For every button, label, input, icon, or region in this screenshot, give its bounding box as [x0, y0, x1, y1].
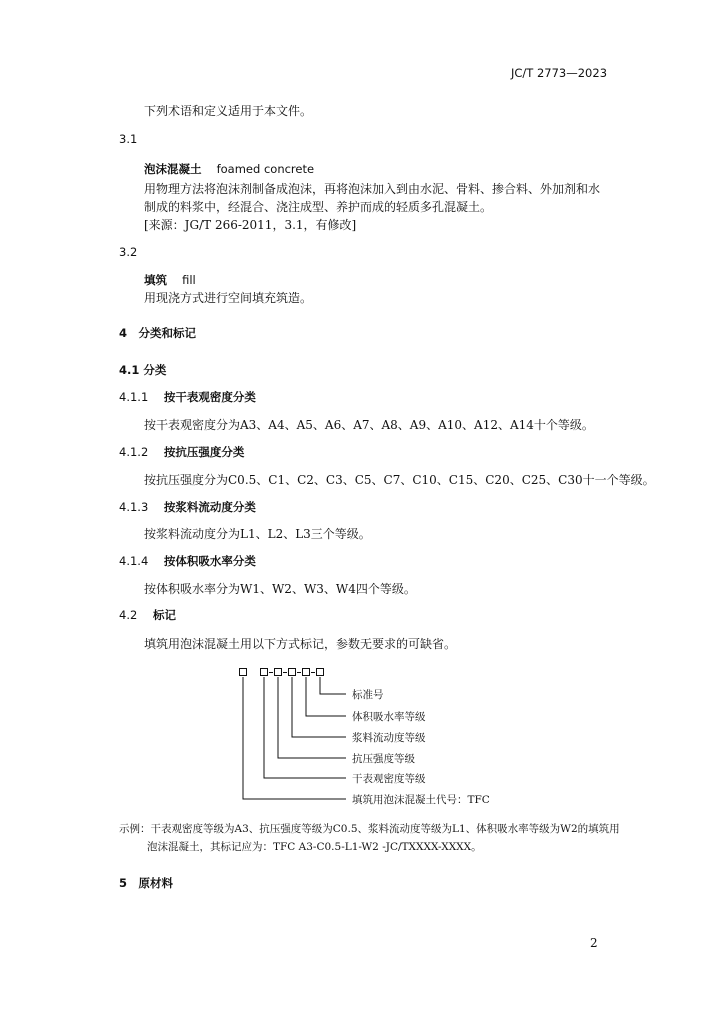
example-text-line: 泡沫混凝土，其标记应为：TFC A3-C0.5-L1-W2 -JC/TXXXX-XXXX。: [147, 841, 482, 853]
clause-text: 填筑用泡沫混凝土用以下方式标记，参数无要求的可缺省。: [144, 637, 457, 651]
marking-box: [316, 668, 324, 676]
marking-box: [260, 668, 268, 676]
term-number: 3.2: [119, 245, 138, 259]
term-definition-line: 制成的料浆中，经混合、浇注成型、养护而成的轻质多孔混凝土。: [144, 200, 493, 214]
marking-label: 浆料流动度等级: [352, 732, 426, 744]
marking-label: 体积吸水率等级: [352, 711, 426, 723]
clause-text: 按抗压强度分为C0.5、C1、C2、C3、C5、C7、C10、C15、C20、C25、C30十一个等级。: [144, 473, 655, 487]
page-number: 2: [590, 936, 598, 950]
term-title-en: foamed concrete: [216, 162, 315, 176]
marking-box: [288, 668, 296, 676]
intro-text: 下列术语和定义适用于本文件。: [144, 104, 313, 118]
marking-label: 干表观密度等级: [352, 773, 426, 785]
clause-text: 按干表观密度分为A3、A4、A5、A6、A7、A8、A9、A10、A12、A14十个等级。: [144, 418, 594, 432]
marking-dash: [283, 672, 287, 673]
clause-number: 4.1.4: [119, 554, 149, 568]
clause-text: 按体积吸水率分为W1、W2、W3、W4四个等级。: [144, 582, 416, 596]
term-number: 3.1: [119, 132, 138, 146]
term-title-cn: 填筑: [144, 273, 167, 287]
clause-number: 4.2: [119, 608, 138, 622]
term-title-en: fill: [182, 273, 196, 287]
section-heading: 5 原材料: [119, 876, 174, 890]
marking-box: [302, 668, 310, 676]
marking-dash: [269, 672, 273, 673]
clause-title: 按体积吸水率分类: [163, 554, 256, 568]
marking-dash: [311, 672, 315, 673]
example-text-line: 示例：干表观密度等级为A3、抗压强度等级为C0.5、浆料流动度等级为L1、体积吸水率等级为W2的填筑用: [119, 823, 620, 835]
clause-title: 按浆料流动度分类: [163, 500, 256, 514]
term-definition-line: 用物理方法将泡沫剂制备成泡沫，再将泡沫加入到由水泥、骨料、掺合料、外加剂和水: [144, 182, 601, 196]
clause-title: 按干表观密度分类: [163, 390, 256, 404]
marking-label: 抗压强度等级: [352, 753, 415, 765]
clause-number: 4.1.1: [119, 390, 149, 404]
term-title-cn: 泡沫混凝土: [144, 162, 202, 176]
term-definition: 用现浇方式进行空间填充筑造。: [144, 291, 313, 305]
marking-dash: [297, 672, 301, 673]
subsection-heading: 4.1 分类: [119, 363, 167, 377]
clause-number: 4.1.2: [119, 445, 149, 459]
clause-title: 按抗压强度分类: [163, 445, 245, 459]
clause-title: 标记: [152, 608, 176, 622]
marking-box: [274, 668, 282, 676]
marking-box: [239, 668, 247, 676]
marking-label: 标准号: [352, 689, 384, 701]
clause-number: 4.1.3: [119, 500, 149, 514]
term-source: [来源：JG/T 266-2011，3.1，有修改]: [144, 218, 357, 232]
section-heading: 4 分类和标记: [119, 326, 197, 340]
standard-code: JC/T 2773—2023: [511, 66, 608, 80]
clause-text: 按浆料流动度分为L1、L2、L3三个等级。: [144, 527, 371, 541]
marking-label: 填筑用泡沫混凝土代号：TFC: [352, 794, 490, 806]
